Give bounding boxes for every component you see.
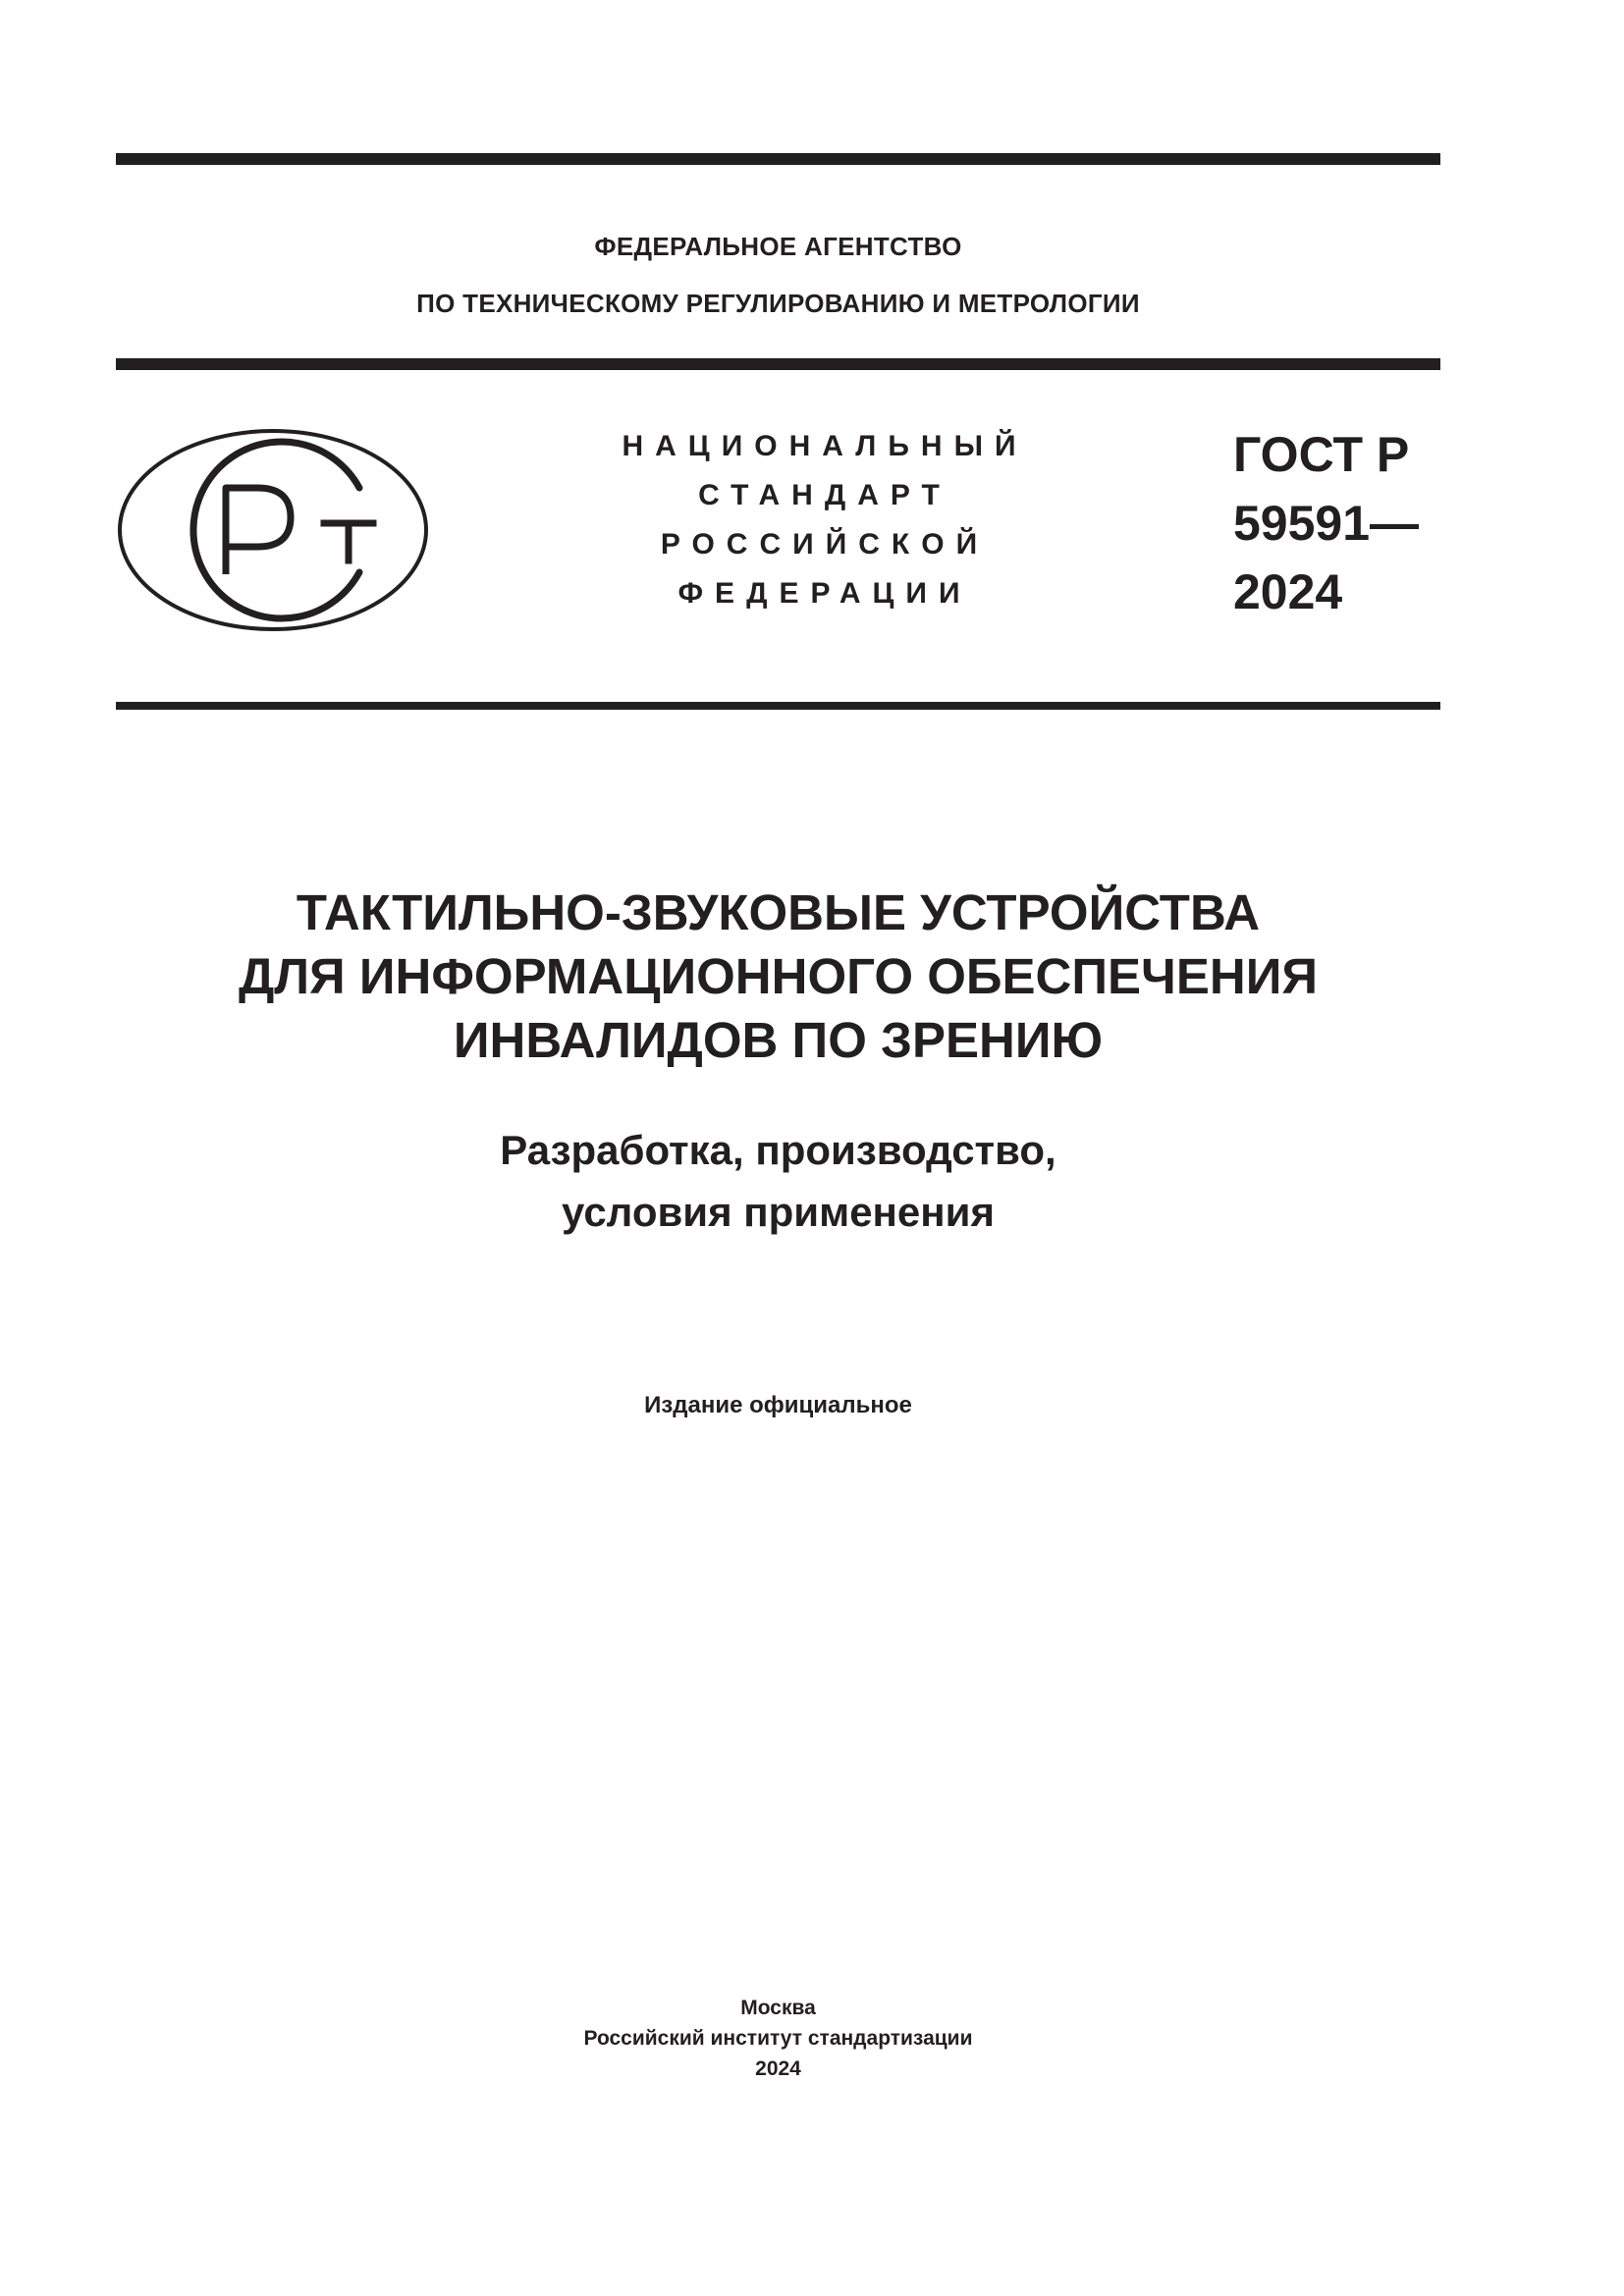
gost-line-2: 59591—	[1233, 496, 1420, 551]
subtitle-line-1: Разработка, производство,	[500, 1127, 1056, 1173]
designation-rule	[116, 702, 1440, 710]
national-standard-line-1: НАЦИОНАЛЬНЫЙ	[622, 430, 1028, 462]
title-line-3: ИНВАЛИДОВ ПО ЗРЕНИЮ	[453, 1012, 1104, 1068]
edition-note: Издание официальное	[644, 1392, 912, 1418]
gost-designation	[1233, 420, 1419, 626]
agency-line-1: ФЕДЕРАЛЬНОЕ АГЕНТСТВО	[594, 232, 962, 261]
gost-line-3: 2024	[1233, 564, 1343, 619]
national-standard-line-4: ФЕДЕРАЦИИ	[677, 577, 972, 610]
imprint	[116, 1993, 1440, 2084]
gost-line-1: ГОСТ Р	[1233, 427, 1410, 482]
subtitle-line-2: условия применения	[562, 1189, 995, 1235]
top-rule	[116, 153, 1440, 165]
rst-emblem-icon	[116, 427, 430, 633]
national-standard-line-3: РОССИЙСКОЙ	[660, 528, 990, 561]
document-title	[116, 881, 1440, 1072]
header-rule	[116, 358, 1440, 370]
title-line-2: ДЛЯ ИНФОРМАЦИОННОГО ОБЕСПЕЧЕНИЯ	[238, 948, 1319, 1004]
title-line-1: ТАКТИЛЬНО-ЗВУКОВЫЕ УСТРОЙСТВА	[296, 884, 1261, 940]
agency-line-2: ПО ТЕХНИЧЕСКОМУ РЕГУЛИРОВАНИЮ И МЕТРОЛОГИИ	[416, 289, 1140, 318]
imprint-publisher: Российский институт стандартизации	[583, 2027, 973, 2050]
national-standard-line-2: СТАНДАРТ	[698, 479, 951, 511]
imprint-city: Москва	[740, 1997, 816, 2019]
imprint-year: 2024	[755, 2057, 801, 2080]
document-subtitle	[116, 1119, 1440, 1243]
agency-header	[116, 218, 1440, 332]
national-standard-label	[589, 422, 1060, 618]
